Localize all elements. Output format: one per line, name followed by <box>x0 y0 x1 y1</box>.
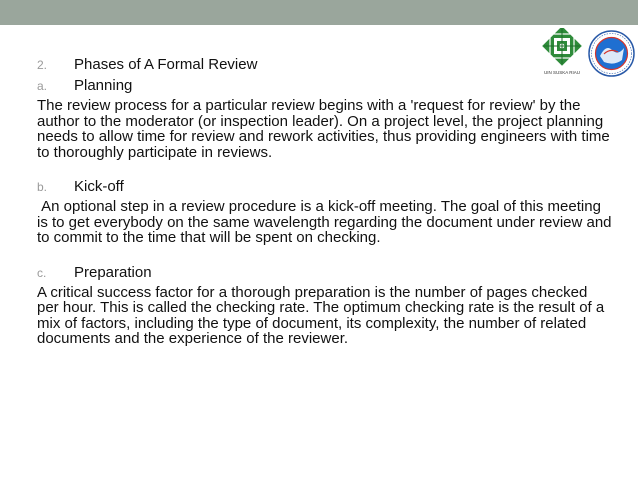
subsection-heading-a <box>37 76 612 96</box>
paragraph-preparation: A critical success factor for a thorough preparation is the number of pages checked per hour. This is called the checking rate. The optimum checking rate is the result of a mix of factors, including the type of document, its complexity, the number of related documents and the experience of the reviewer. <box>37 283 605 347</box>
list-marker: c. <box>37 265 47 280</box>
list-marker: b. <box>37 180 48 194</box>
list-marker: 2. <box>37 58 48 72</box>
section-title: Phases of A Formal Review <box>74 56 258 73</box>
subsection-heading-b <box>37 177 612 197</box>
list-marker: a. <box>37 79 48 93</box>
paragraph-planning: The review process for a particular review begins with a 'request for review' by the author to the moderator (or inspection leader). On a project level, the project planning needs to allow time for review and rework activities, thus providing engineers with time to thoroughly participate in reviews. <box>37 97 610 161</box>
slide-content <box>37 55 616 347</box>
header-bar <box>0 0 638 25</box>
subsection-title: Preparation <box>74 263 152 281</box>
section-heading <box>37 55 612 75</box>
subsection-heading-c <box>37 263 612 283</box>
subsection-title: Planning <box>74 77 133 94</box>
logo-caption: UIN SUSKA RIAU <box>543 70 581 75</box>
subsection-title: Kick-off <box>74 178 124 195</box>
paragraph-kickoff: An optional step in a review procedure is a kick-off meeting. The goal of this meeting is to get everybody on the same wavelength regarding the document under review and to commit to the time that will be spent on checking. <box>37 198 616 246</box>
